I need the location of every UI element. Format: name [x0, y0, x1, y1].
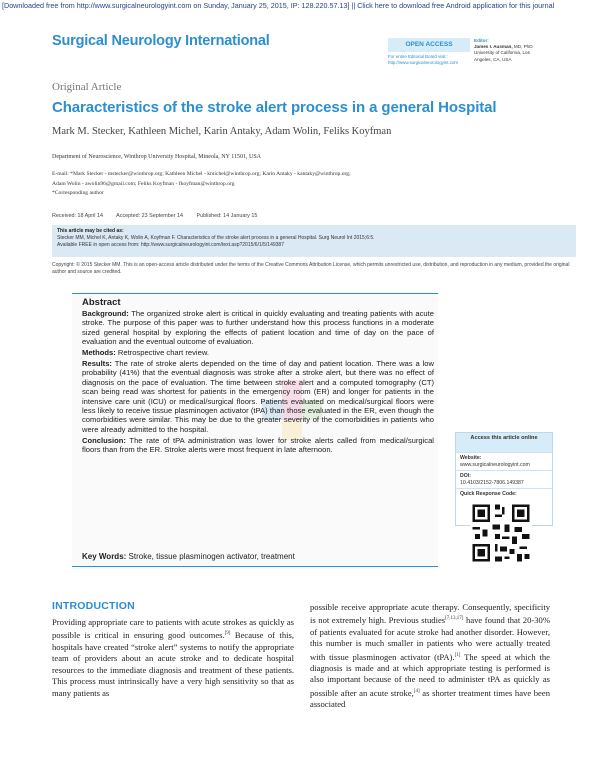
- corresponding-author: *Corresponding author: [52, 190, 104, 196]
- ref-9[interactable]: [9]: [224, 631, 231, 637]
- website-label: Website:: [460, 455, 482, 461]
- doi-value[interactable]: 10.4103/2152-7806.149387: [460, 479, 524, 486]
- website-row: [456, 452, 552, 470]
- accepted-date: Accepted: 23 September 14: [116, 213, 183, 219]
- abstract-conclusion-para: [82, 436, 434, 455]
- keywords: [82, 552, 295, 561]
- published-date: Published: 14 January 15: [196, 213, 258, 219]
- methods-label: Methods:: [82, 348, 116, 358]
- intro-left-column: [52, 617, 294, 699]
- email-line-1: E-mail: *Mark Stecker - mstecker@winthrop.org; Kathleen Michel - kmichel@winthrop.org; Karin Antaky - kantaky@winthrop.org;: [52, 171, 351, 177]
- qr-label: Quick Response Code:: [460, 491, 517, 498]
- abstract-heading: Abstract: [82, 297, 121, 308]
- ref-1[interactable]: [1]: [454, 652, 461, 658]
- intro-right-3: The speed at which the diagnosis is made and at which appropriate testing is performed is also important because of the need to administer tPA as quickly as possible after an acute stroke,: [310, 651, 550, 698]
- results-label: Results:: [82, 359, 112, 369]
- citation-text: Stecker MM, Michel K, Antaky K, Wolin A, Koyfman F. Characteristics of the stroke alert process in a general Hospital. Surg Neurol Int 2015;6:5.: [57, 235, 375, 241]
- author-emails: [52, 170, 572, 199]
- intro-right-2: have found that 20-30% of patients evaluated for acute stroke had another disorder. However, this number is much smaller in patients who were actually treated with tissue plasminogen activator (tPA).: [310, 615, 550, 662]
- methods-text: Retrospective chart review.: [115, 348, 210, 358]
- introduction-heading: INTRODUCTION: [52, 600, 135, 612]
- background-label: Background:: [82, 309, 129, 318]
- abstract-body: [82, 309, 434, 456]
- editor-degree: MD, PhD: [512, 44, 533, 50]
- keywords-divider: [72, 566, 438, 567]
- intro-left-1: Providing appropriate care to patients with acute strokes as quickly as possible is critical in ensuring good outcomes.: [52, 617, 294, 641]
- editorial-board-link[interactable]: [388, 54, 472, 66]
- ref-7-13-17[interactable]: [7,13,17]: [445, 616, 464, 622]
- doi-row: [456, 470, 552, 488]
- citation-box: [52, 225, 576, 257]
- article-dates: [52, 213, 269, 219]
- affiliation: Department of Neuroscience, Winthrop University Hospital, Mineola, NY 11501, USA: [52, 154, 261, 160]
- website-link[interactable]: www.surgicalneurologyint.com: [460, 461, 530, 468]
- editor-name: James I. Ausman,: [474, 44, 513, 50]
- intro-right-1: possible receive appropriate acute therapy. Consequently, specificity is not extremely high. Previous studies: [310, 602, 550, 626]
- copyright-notice: Copyright: © 2015 Stecker MM. This is an open-access article distributed under the terms of the Creative Commons Attribution License, which permits unrestricted use, distribution, and reproduction in any medium, provided the original author and source are credited.: [52, 262, 570, 275]
- intro-left-2: Because of this, hospitals have created “stroke alert” systems to notify the appropriate team of providers about an acute stroke and to dedicate hospital resources to the immediate diagnosis and treatment of these patients. This process must intrinsically have a very high sensitivity so that as many patients as: [52, 630, 294, 698]
- abstract-background-para: [82, 309, 434, 347]
- intro-right-column: [310, 602, 550, 711]
- abstract-methods-para: [82, 348, 434, 357]
- conclusion-label: Conclusion:: [82, 435, 126, 445]
- editor-affiliation-2: Angeles, CA, USA: [474, 56, 512, 62]
- editorial-board-url[interactable]: http://www.surgicalneurologyint.com: [388, 60, 459, 65]
- qr-row: [456, 488, 552, 500]
- access-heading: Access this article online: [456, 433, 552, 452]
- article-title: Characteristics of the stroke alert process in a general Hospital: [52, 99, 497, 116]
- keywords-text: Stroke, tissue plasminogen activator, treatment: [126, 552, 295, 561]
- received-date: Received: 18 April 14: [52, 213, 103, 219]
- journal-title: Surgical Neurology International: [52, 33, 270, 49]
- editorial-board-label: For entire Editorial Board visit :: [388, 54, 449, 59]
- ref-4[interactable]: [4]: [413, 688, 420, 694]
- citation-url[interactable]: Available FREE in open access from: http://www.surgicalneurologyint.com/text.asp?2015/6/1/5/149387: [57, 242, 284, 248]
- article-type: Original Article: [52, 81, 122, 93]
- citation-heading: This article may be cited as:: [57, 228, 124, 234]
- open-access-badge: OPEN ACCESS: [388, 38, 470, 52]
- editor-label: Editor:: [474, 38, 489, 43]
- download-banner[interactable]: [Downloaded free from http://www.surgicalneurologyint.com on Sunday, January 25, 2015, IP: 128.220.57.13] || Click here to download free Android application for this journal: [2, 1, 555, 10]
- qr-code-icon[interactable]: [470, 502, 532, 564]
- results-text: The rate of stroke alerts depended on the time of day and patient location. There was a low probability (41%) that the eventual diagnosis was stroke after a stroke alert, but there was no effect of diagnosis on the pace of evaluation. The time between stroke alert and a computed tomography (CT) scan being read was shortest for patients in the emergency room (ER) and longer for patients in the intensive care unit (ICU) or medical/surgical floors. Patients evaluated on medical/surgical floors were less likely to receive tissue plasminogen activator (tPA) than those evaluated in the ER, even though the comorbidities were similar. This may be due to the greater severity of the comorbidities in patients who were already admitted to the hospital.: [82, 359, 434, 434]
- keywords-label: Key Words:: [82, 552, 127, 561]
- abstract-results-para: [82, 359, 434, 434]
- conclusion-text: The rate of tPA administration was lower for stroke alerts called from medical/surgical floors than from the ER. Stroke alerts were most frequent in late afternoon.: [82, 435, 434, 455]
- doi-label: DOI:: [460, 473, 471, 480]
- author-list: Mark M. Stecker, Kathleen Michel, Karin Antaky, Adam Wolin, Feliks Koyfman: [52, 126, 392, 137]
- editor-affiliation-1: University of California, Los: [474, 50, 530, 56]
- email-line-2: Adam Wolin - awolin96@gmail.com; Feliks Koyfman - fkoyfman@winthrop.org: [52, 180, 235, 187]
- intro-right-4: as shorter treatment times have been associated: [310, 687, 550, 710]
- background-text: The organized stroke alert is critical in quickly evaluating and treating patients with acute stroke. The purpose of this paper was to further understand how this process functions in a moderate sized general hospital by exploring the effects of patient location and time of day on the pace of evaluation and the eventual outcome of evaluation.: [82, 309, 434, 347]
- editor-box: [474, 38, 594, 63]
